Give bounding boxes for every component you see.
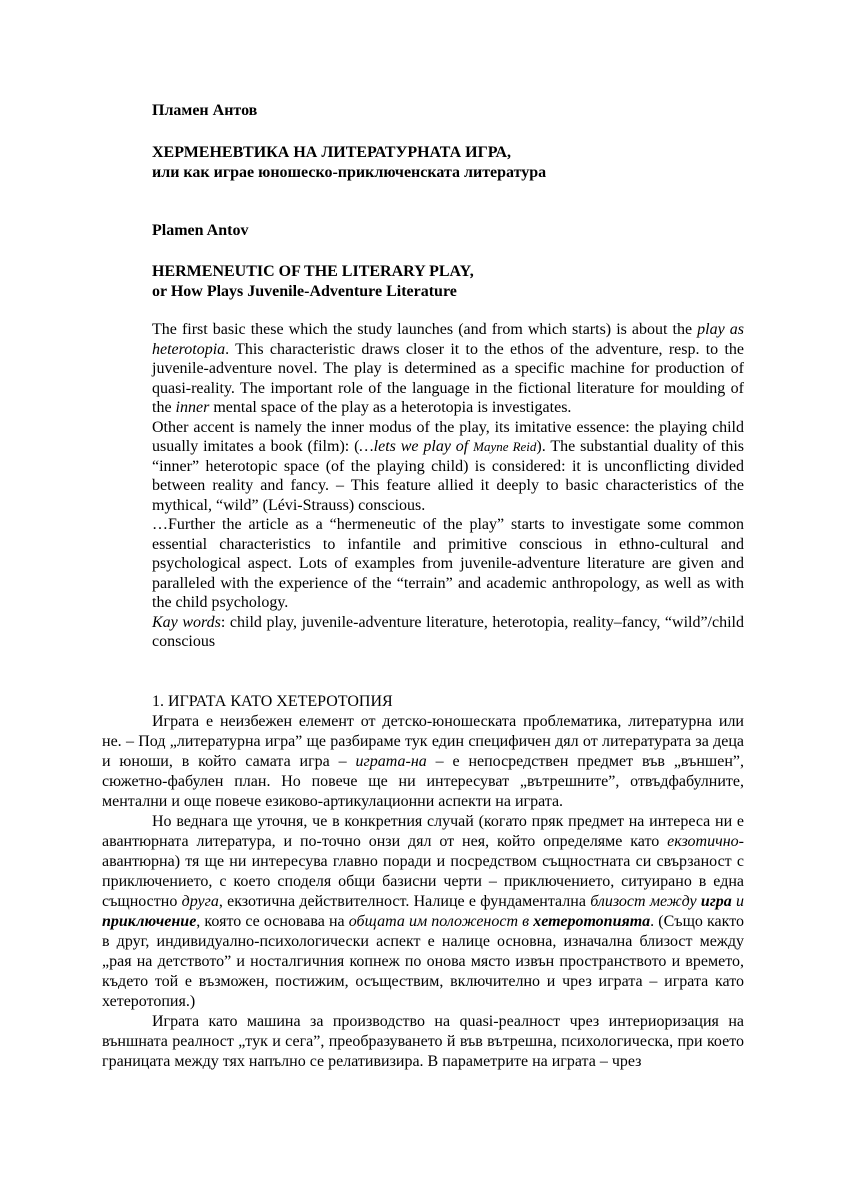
- en-author: Plamen Antov: [152, 222, 249, 239]
- emphasis: друга: [181, 893, 219, 910]
- en-title: [152, 262, 744, 301]
- text-run: – е непосредствен предмет във „външен”, сюжетно-фабулен план. Но повече ще ни интересуват „вътрешните”, отвъдфабулните, ментални и още повече езиково-артикулационни аспекти на играта.: [102, 753, 745, 810]
- keywords: [152, 613, 744, 652]
- keywords-label: Kay words: [152, 613, 221, 631]
- abstract: [152, 320, 744, 652]
- text-run: mental space of the play as a heterotopia is investigates.: [209, 399, 572, 416]
- bg-author: Пламен Антов: [152, 102, 258, 119]
- bg-title-line-2: или как играе юношеско-приключенската литература: [152, 163, 547, 181]
- emphasis: inner: [175, 399, 210, 416]
- text-run: , която се основава на: [196, 913, 349, 930]
- text-run: Но веднага ще уточня, че в конкретния случай (когато пряк предмет на интереса ни е авантюрната литература, и по-точно онзи дял от нея, който определяме като: [102, 813, 744, 850]
- text-run: ). The substantial duality of this “inner” heterotopic space (of the playing child) is considered: it is unconflicting divided between reality and fancy. – This feature allied it deeply to basic characteristics of the mythical, “wild” (Lévi-Strauss) conscious.: [152, 438, 744, 514]
- text-run: The first basic these which the study launches (and from which starts) is about the: [152, 321, 698, 338]
- bg-title-line-1: ХЕРМЕНЕВТИКА НА ЛИТЕРАТУРНАТА ИГРА,: [152, 144, 512, 161]
- abstract-paragraph-3: …Further the article as a “hermeneutic of the play” starts to investigate some common essential characteristics to infantile and primitive conscious in ethno-cultural and psychological aspect. Lots of examples from juvenile-adventure literature are given and paralleled with the experience of the “terrain” and academic anthropology, as well as with the child psychology.: [152, 516, 744, 611]
- text-run: , екзотична действителност. Налице е фундаментална: [218, 893, 591, 910]
- text-run: . This characteristic draws closer it to the ethos of the adventure, resp. to the juvenile-adventure novel. The play is determined as a specific machine for production of quasi-reality. The important role of the language in the fictional literature for moulding of the: [152, 340, 744, 416]
- emphasis: екзотично: [667, 833, 739, 850]
- section-heading: 1. ИГРАТА КАТО ХЕТЕРОТОПИЯ: [152, 693, 393, 710]
- abstract-paragraph-2: [152, 418, 744, 516]
- en-title-line-1: HERMENEUTIC OF THE LITERARY PLAY,: [152, 263, 474, 280]
- text-run: -авантюрна) тя ще ни интересува главно поради и посредством същностната си свързаност с приключението, с което споделя общи базисни черти – приключението, ситуирано в една същностно: [102, 833, 744, 910]
- emphasis: общата им положеност в: [348, 913, 534, 930]
- emphasis: близост между: [590, 893, 701, 910]
- emphasis: и: [731, 893, 745, 910]
- text-run: Other accent is namely the inner modus of the play, its imitative essence: the playing child usually imitates a book (film): (: [152, 418, 744, 455]
- strong-emphasis: хетеротопията: [533, 913, 651, 930]
- body-text: [102, 712, 744, 1072]
- keywords-text: : child play, juvenile-adventure literature, heterotopia, reality–fancy, “wild”/child conscious: [152, 613, 744, 650]
- body-paragraph-3: Играта като машина за производство на quasi-реалност чрез интериоризация на външната реалност „тук и сега”, преобразуването й във вътрешна, психологическа, при което границата между тях напълно се релативизира. В параметрите на играта – чрез: [102, 1013, 744, 1070]
- emphasis-small: Mayne Reid: [473, 439, 537, 454]
- body-paragraph-1: [102, 712, 744, 812]
- text-run: . (Също както в друг, индивидуално-психологически аспект е налице основна, изначална близост между „рая на детството” и носталгичния копнеж по онова място извън пространството и времето, където той е възможен, постижим, осъществим, включително и чрез играта – играта като хетеротопия.): [102, 913, 744, 1010]
- strong-emphasis: приключение: [102, 913, 197, 930]
- abstract-paragraph-1: [152, 320, 744, 418]
- text-run: Играта е неизбежен елемент от детско-юношеската проблематика, литературна или не. – Под „литературна игра” ще разбираме тук един специфичен дял от литературата за деца и юноши, в който самата игра –: [102, 713, 744, 770]
- emphasis: …lets we play of: [359, 438, 474, 455]
- strong-emphasis: игра: [700, 893, 732, 910]
- bg-title: [152, 143, 744, 182]
- emphasis: играта-на: [355, 753, 427, 770]
- emphasis: play as heterotopia: [152, 321, 744, 358]
- body-paragraph-2: [102, 812, 744, 1012]
- en-title-line-2: or How Plays Juvenile-Adventure Literature: [152, 282, 457, 300]
